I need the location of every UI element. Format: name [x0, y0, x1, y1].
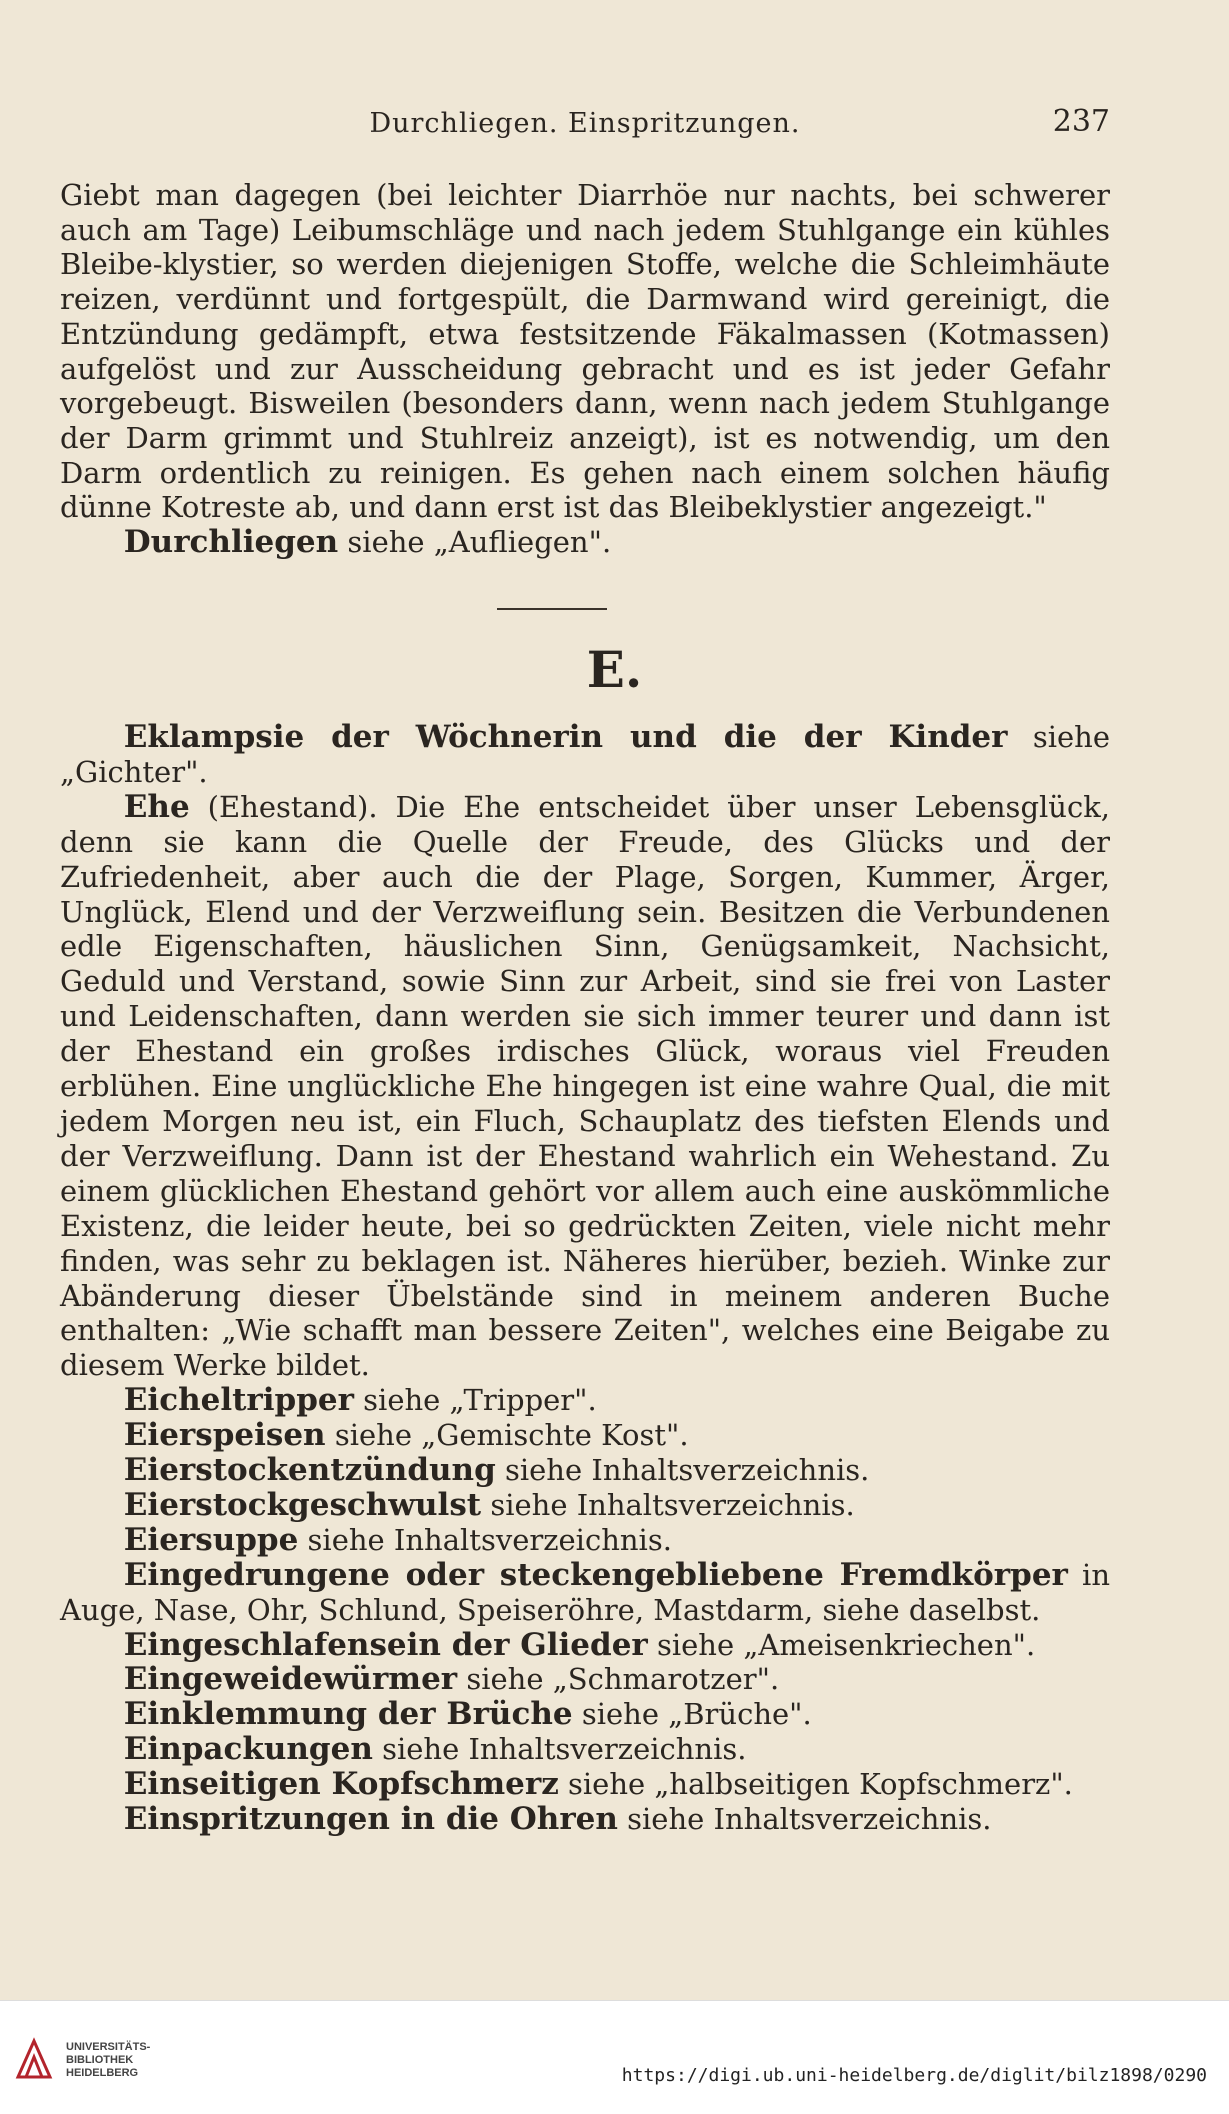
entry-body: siehe „Schmarotzer". [457, 1662, 780, 1697]
running-title: Durchliegen. Einspritzungen. [369, 108, 801, 139]
library-logo-text [66, 2041, 150, 2080]
entry-body: siehe Inhaltsverzeichnis. [372, 1732, 747, 1767]
entry-body: in Auge, Nase, Ohr, Schlund, Speiseröhre, Mastdarm, siehe daselbst. [60, 1557, 1110, 1627]
entry-keyword: Eingeweidewürmer [123, 1661, 458, 1698]
entries-list [60, 720, 1110, 1837]
entry [60, 1767, 1110, 1802]
entry-body: siehe „Gichter". [60, 720, 1110, 789]
entry-keyword: Einpackungen [123, 1731, 373, 1768]
entry [60, 1453, 1110, 1488]
continuation-paragraph: Giebt man dagegen (bei leichter Diarrhöe nur nachts, bei schwerer auch am Tage) Leibumschläge und nach jedem Stuhlgange ein kühles Bleibe-klystier, so werden diejenigen Stoffe, welche die Schleimhäute reizen, verdünnt und fortgespült, die Darmwand wird gereinigt, die Entzündung gedämpft, etwa festsitzende Fäkalmassen (Kotmassen) aufgelöst und zur Ausscheidung gebracht und es ist jeder Gefahr vorgebeugt. Bisweilen (besonders dann, wenn nach jedem Stuhlgange der Darm grimmt und Stuhlreiz anzeigt), ist es notwendig, um den Darm ordentlich zu reinigen. Es gehen nach einem solchen häufig dünne Kotreste ab, und dann erst ist das Bleibeklystier angezeigt." [60, 178, 1110, 525]
entry-durchliegen [60, 525, 1110, 560]
entry-body: siehe „Tripper". [353, 1383, 597, 1418]
entry-keyword: Eiersuppe [123, 1521, 299, 1558]
entry [60, 1732, 1110, 1767]
logo-line: UNIVERSITÄTS- [66, 2041, 151, 2053]
entry-keyword: Einspritzungen in die Ohren [123, 1801, 618, 1838]
university-seal-icon [14, 2037, 54, 2081]
entry [60, 1628, 1110, 1663]
permalink-url[interactable]: https://digi.ub.uni-heidelberg.de/diglit/bilz1898/0290 [621, 2065, 1207, 2086]
page-number: 237 [1052, 104, 1110, 139]
entry [60, 1418, 1110, 1453]
entry [60, 1383, 1110, 1418]
entry-body: siehe Inhaltsverzeichnis. [617, 1802, 992, 1837]
entry-body: siehe Inhaltsverzeichnis. [298, 1522, 672, 1557]
entry-keyword: Einseitigen Kopfschmerz [123, 1766, 559, 1803]
entry-body: siehe Inhaltsverzeichnis. [495, 1453, 870, 1488]
entry [60, 1697, 1110, 1732]
continuation-text [60, 178, 1110, 560]
entry [60, 1802, 1110, 1837]
entry-keyword: Eierspeisen [123, 1417, 326, 1454]
entry-body: siehe „Ameisenkriechen". [647, 1627, 1036, 1662]
entry-keyword: Ehe [123, 788, 190, 825]
entry-body: siehe „Aufliegen". [338, 525, 612, 560]
logo-line: HEIDELBERG [66, 2067, 139, 2079]
entry [60, 790, 1110, 1383]
entry-body: siehe Inhaltsverzeichnis. [481, 1487, 855, 1522]
entry-keyword: Eingeschlafensein der Glieder [123, 1626, 648, 1663]
entry-body: siehe „halbseitigen Kopfschmerz". [558, 1767, 1073, 1802]
entry [60, 1558, 1110, 1628]
entry [60, 1662, 1110, 1697]
entry-body: siehe „Brüche". [572, 1697, 812, 1732]
logo-line: BIBLIOTHEK [66, 2054, 134, 2066]
entry-keyword: Durchliegen [123, 524, 339, 561]
section-letter: E. [586, 640, 643, 699]
entry [60, 720, 1110, 790]
entry-keyword: Eierstockgeschwulst [123, 1486, 482, 1523]
viewer-footer [0, 2000, 1229, 2114]
entry-keyword: Eicheltripper [123, 1382, 354, 1419]
entry-keyword: Eingedrungene oder steckengebliebene Fremdkörper [123, 1556, 1068, 1593]
entry-body: (Ehestand). Die Ehe entscheidet über unser Lebensglück, denn sie kann die Quelle der Freude, des Glücks und der Zufriedenheit, aber auch die der Plage, Sorgen, Kummer, Ärger, Unglück, Elend und der Verzweiflung sein. Besitzen die Verbundenen edle Eigenschaften, häuslichen Sinn, Genügsamkeit, Nachsicht, Geduld und Verstand, sowie Sinn zur Arbeit, sind sie frei von Laster und Leidenschaften, dann werden sie sich immer teurer und dann ist der Ehestand ein großes irdisches Glück, woraus viel Freuden erblühen. Eine unglückliche Ehe hingegen ist eine wahre Qual, die mit jedem Morgen neu ist, ein Fluch, Schauplatz des tiefsten Elends und der Verzweiflung. Dann ist der Ehestand wahrlich ein Wehestand. Zu einem glücklichen Ehestand gehört vor allem auch eine auskömmliche Existenz, die leider heute, bei so gedrückten Zeiten, viele nicht mehr finden, was sehr zu beklagen ist. Näheres hierüber, bezieh. Winke zur Abänderung dieser Übelstände sind in meinem anderen Buche enthalten: „Wie schafft man bessere Zeiten", welches eine Beigabe zu diesem Werke bildet. [60, 789, 1110, 1383]
entry-keyword: Einklemmung der Brüche [123, 1696, 573, 1733]
entry [60, 1523, 1110, 1558]
entry [60, 1488, 1110, 1523]
running-head [60, 104, 1110, 148]
entry-keyword: Eierstockentzündung [123, 1452, 496, 1489]
entry-keyword: Eklampsie der Wöchnerin und die der Kinder [123, 719, 1008, 755]
section-divider [497, 608, 607, 610]
entry-body: siehe „Gemischte Kost". [325, 1418, 689, 1453]
